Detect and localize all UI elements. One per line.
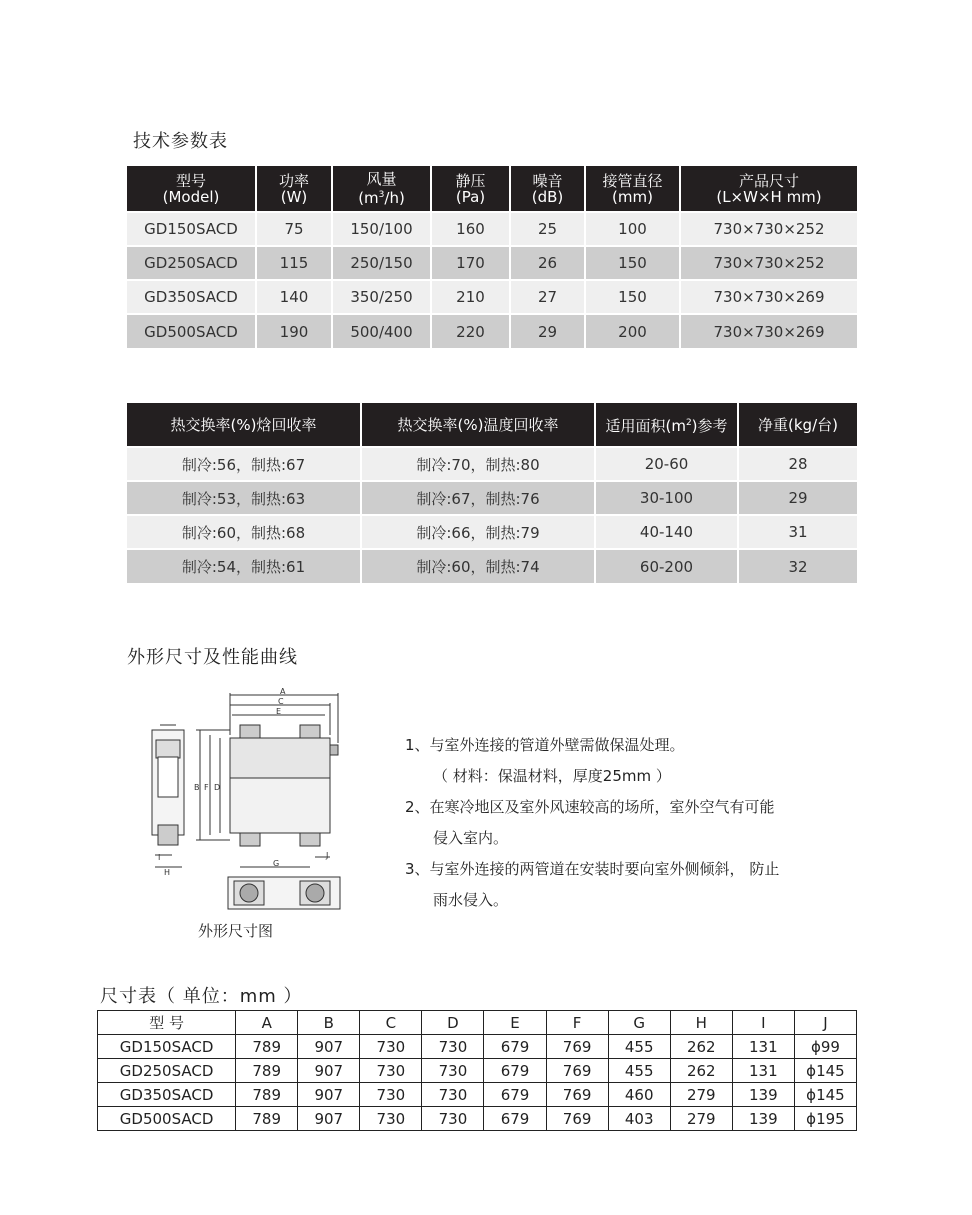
header-pipe: 接管直径 (mm) (585, 166, 680, 212)
dim-label-h: H (164, 868, 171, 877)
cell: 制冷:60，制热:68 (127, 515, 361, 549)
cell: 25 (510, 212, 585, 246)
header-cell: I (732, 1011, 794, 1035)
cell: 730 (422, 1107, 484, 1131)
note-line: （ 材料：保温材料，厚度25mm ） (433, 767, 671, 785)
table-row (127, 515, 857, 549)
efficiency-table (127, 403, 857, 583)
cell: 26 (510, 246, 585, 280)
table-row (98, 1107, 857, 1131)
table-row (98, 1059, 857, 1083)
cell: GD500SACD (127, 314, 256, 348)
table-row (127, 549, 857, 583)
cell: 60-200 (595, 549, 738, 583)
cell: 730×730×252 (680, 212, 857, 246)
cell: 350/250 (332, 280, 431, 314)
header-size: 产品尺寸 (L×W×H mm) (680, 166, 857, 212)
cell: 115 (256, 246, 332, 280)
cell: 制冷:60，制热:74 (361, 549, 595, 583)
header-cell: F (546, 1011, 608, 1035)
cell: 27 (510, 280, 585, 314)
header-cell: J (794, 1011, 856, 1035)
cell: 769 (546, 1035, 608, 1059)
cell: 730 (422, 1059, 484, 1083)
table-row (127, 246, 857, 280)
cell: 279 (670, 1083, 732, 1107)
cell: 679 (484, 1107, 546, 1131)
cell: 150/100 (332, 212, 431, 246)
cell: 29 (738, 481, 857, 515)
dim-label-c: C (278, 697, 284, 706)
header-cell: B (298, 1011, 360, 1035)
header-cell: C (360, 1011, 422, 1035)
cell: 769 (546, 1083, 608, 1107)
note-line: 侵入室内。 (433, 829, 509, 847)
cell: 907 (298, 1107, 360, 1131)
dim-label-e: E (276, 707, 282, 716)
cell: 150 (585, 280, 680, 314)
dim-label-f: F (204, 783, 209, 792)
cell: 29 (510, 314, 585, 348)
cell: 679 (484, 1083, 546, 1107)
cell: 769 (546, 1107, 608, 1131)
cell: 460 (608, 1083, 670, 1107)
cell: 75 (256, 212, 332, 246)
cell: ϕ145 (794, 1083, 856, 1107)
header-pressure: 静压 (Pa) (431, 166, 510, 212)
cell: 907 (298, 1059, 360, 1083)
table-row (127, 481, 857, 515)
cell: 789 (236, 1083, 298, 1107)
cell: 679 (484, 1035, 546, 1059)
cell: 100 (585, 212, 680, 246)
cell: 500/400 (332, 314, 431, 348)
header-temperature: 热交换率(%)温度回收率 (361, 403, 595, 447)
cell: 31 (738, 515, 857, 549)
table-row (98, 1083, 857, 1107)
cell: GD250SACD (127, 246, 256, 280)
cell: 139 (732, 1107, 794, 1131)
table-header-row (98, 1011, 857, 1035)
cell: 28 (738, 447, 857, 481)
cell: 制冷:53，制热:63 (127, 481, 361, 515)
spec-table-title: 技术参数表 (133, 131, 228, 152)
cell: 907 (298, 1035, 360, 1059)
header-cell: D (422, 1011, 484, 1035)
cell: 730×730×269 (680, 280, 857, 314)
dim-label-a: A (280, 687, 286, 696)
cell: GD500SACD (98, 1107, 236, 1131)
header-weight: 净重(kg/台) (738, 403, 857, 447)
cell: 730 (360, 1035, 422, 1059)
header-enthalpy: 热交换率(%)焓回收率 (127, 403, 361, 447)
cell: 907 (298, 1083, 360, 1107)
note-line: 3、与室外连接的两管道在安装时要向室外侧倾斜， 防止 (405, 860, 780, 878)
cell: 40-140 (595, 515, 738, 549)
table-row (127, 314, 857, 348)
drawing-caption: 外形尺寸图 (198, 922, 274, 940)
cell: 30-100 (595, 481, 738, 515)
cell: 730 (360, 1059, 422, 1083)
dimension-section-title: 外形尺寸及性能曲线 (127, 647, 298, 668)
cell: 679 (484, 1059, 546, 1083)
table-row (127, 212, 857, 246)
dimension-table (97, 1010, 857, 1131)
cell: 769 (546, 1059, 608, 1083)
cell: ϕ99 (794, 1035, 856, 1059)
cell: 455 (608, 1035, 670, 1059)
header-cell: E (484, 1011, 546, 1035)
cell: 131 (732, 1035, 794, 1059)
cell: GD250SACD (98, 1059, 236, 1083)
cell: 200 (585, 314, 680, 348)
cell: 131 (732, 1059, 794, 1083)
header-model: 型号 (Model) (127, 166, 256, 212)
cell: 32 (738, 549, 857, 583)
cell: 220 (431, 314, 510, 348)
header-cell: 型 号 (98, 1011, 236, 1035)
cell: 730 (422, 1083, 484, 1107)
spec-table (127, 166, 857, 348)
dim-label-i: I (158, 853, 161, 862)
note-line: 2、在寒冷地区及室外风速较高的场所，室外空气有可能 (405, 798, 775, 816)
cell: 730 (360, 1083, 422, 1107)
cell: 制冷:56，制热:67 (127, 447, 361, 481)
cell: GD150SACD (98, 1035, 236, 1059)
cell: 789 (236, 1035, 298, 1059)
cell: 20-60 (595, 447, 738, 481)
note-line: 1、与室外连接的管道外壁需做保温处理。 (405, 736, 685, 754)
cell: 制冷:67，制热:76 (361, 481, 595, 515)
cell: 262 (670, 1059, 732, 1083)
cell: 制冷:70，制热:80 (361, 447, 595, 481)
table-row (127, 280, 857, 314)
cell: GD150SACD (127, 212, 256, 246)
cell: 455 (608, 1059, 670, 1083)
cell: 789 (236, 1107, 298, 1131)
cell: 730 (360, 1107, 422, 1131)
cell: GD350SACD (98, 1083, 236, 1107)
header-cell: A (236, 1011, 298, 1035)
installation-notes (405, 730, 779, 916)
dim-label-d: D (214, 783, 221, 792)
cell: 279 (670, 1107, 732, 1131)
cell: 730×730×269 (680, 314, 857, 348)
cell: 403 (608, 1107, 670, 1131)
cell: 150 (585, 246, 680, 280)
cell: 139 (732, 1083, 794, 1107)
header-power: 功率 (W) (256, 166, 332, 212)
cell: 190 (256, 314, 332, 348)
header-noise: 噪音 (dB) (510, 166, 585, 212)
table-row (98, 1035, 857, 1059)
outline-drawing (140, 685, 360, 915)
cell: 730×730×252 (680, 246, 857, 280)
table-row (127, 447, 857, 481)
cell: 160 (431, 212, 510, 246)
header-cell: G (608, 1011, 670, 1035)
cell: 730 (422, 1035, 484, 1059)
dim-label-g: G (273, 859, 280, 868)
cell: 250/150 (332, 246, 431, 280)
dimension-table-title: 尺寸表（ 单位：mm ） (100, 986, 303, 1007)
cell: 262 (670, 1035, 732, 1059)
header-area: 适用面积$(m^2)$参考 (595, 403, 738, 447)
note-line: 雨水侵入。 (433, 891, 509, 909)
cell: ϕ145 (794, 1059, 856, 1083)
cell: 140 (256, 280, 332, 314)
cell: 制冷:54，制热:61 (127, 549, 361, 583)
cell: ϕ195 (794, 1107, 856, 1131)
header-airflow: 风量 $(m^3/h)$ (332, 166, 431, 212)
dim-label-b: B (194, 783, 200, 792)
cell: 制冷:66，制热:79 (361, 515, 595, 549)
dim-label-j: J (326, 851, 329, 860)
cell: 210 (431, 280, 510, 314)
cell: 789 (236, 1059, 298, 1083)
cell: 170 (431, 246, 510, 280)
header-cell: H (670, 1011, 732, 1035)
cell: GD350SACD (127, 280, 256, 314)
